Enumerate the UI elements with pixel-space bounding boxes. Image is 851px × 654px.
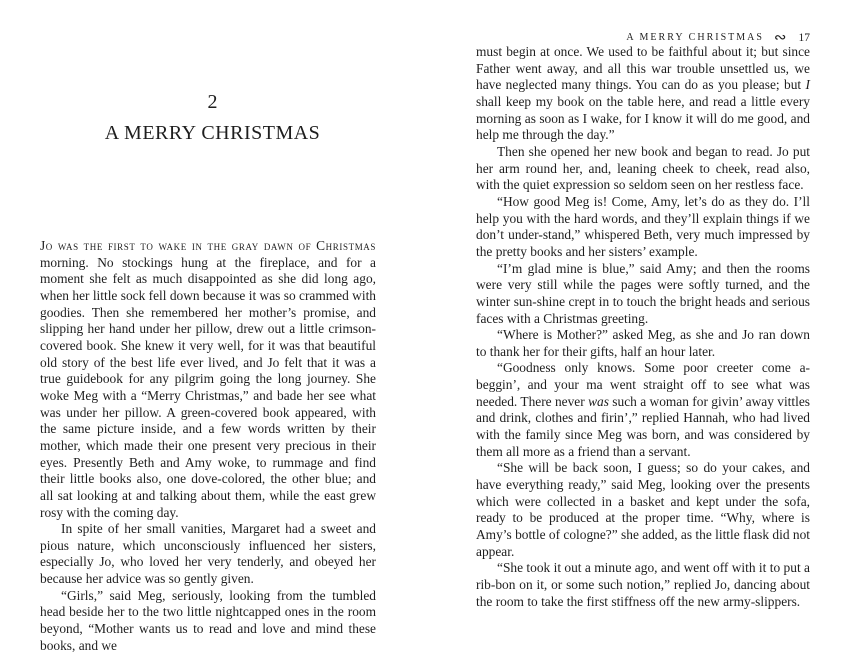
text-run: shall keep my book on the table here, and read a little every morning as soon as I wake, for I know it will do me good, and help me through the day.” bbox=[476, 93, 810, 143]
italic-run: was bbox=[588, 393, 609, 409]
paragraph: “She will be back soon, I guess; so do your cakes, and have everything ready,” said Meg, looking over the presents which were collected in a basket and kept under the sofa, ready to be produced at the proper time. “Why, where is Amy’s bottle of cologne?” she added, as the little flask did not appear. bbox=[476, 460, 810, 559]
paragraph: “Girls,” said Meg, seriously, looking from the tumbled head beside her to the two little nightcapped ones in the room beyond, “Mother wants us to read and love and mind these books, and we bbox=[40, 587, 376, 653]
paragraph-opening bbox=[40, 238, 376, 521]
opening-text: morning. No stockings hung at the fireplace, and for a moment she felt as much disappointed as she did long ago, when her little sock fell down because it was so crammed with goodies. Then she remembered her mother’s promise, and slipping her hand under her pillow, drew out a little crimson-covered book. She knew it very well, for it was that beautiful old story of the best life ever lived, and Jo felt that it was a true guidebook for any pilgrim going the long journey. She woke Meg with a “Merry Christmas,” and bade her see what was under her pillow. A green-covered book appeared, with the same picture inside, and a few words written by their mother, which made their one present very precious in their eyes. Presently Beth and Amy woke, to rummage and find their little books also, one dove-colored, the other blue; and all sat looking at and talking about them, while the east grew rosy with the coming day. bbox=[40, 254, 376, 520]
opening-smallcaps: Jo was the first to wake in the gray dawn of Christmas bbox=[40, 238, 376, 253]
paragraph: Then she opened her new book and began to read. Jo put her arm round her, and, leaning cheek to cheek, read also, with the quiet expression so seldom seen on her restless face. bbox=[476, 143, 810, 193]
right-page bbox=[425, 0, 851, 648]
running-head-title: A MERRY CHRISTMAS bbox=[626, 32, 764, 43]
paragraph bbox=[476, 360, 810, 460]
paragraph: “I’m glad mine is blue,” said Amy; and then the rooms were very still while the pages were softly turned, and the winter sun-shine crept in to touch the bright heads and serious faces with a Christmas greeting. bbox=[476, 260, 810, 326]
chapter-number: 2 bbox=[207, 91, 218, 113]
right-body-text bbox=[476, 44, 810, 610]
left-page bbox=[0, 0, 425, 653]
text-run: such a woman for givin’ away vittles and drink, clothes and firin’,” replied Hannah, who had lived with the family since Meg was born, and was considered by them all more as a friend than a servant. bbox=[476, 393, 810, 459]
italic-run: I bbox=[805, 77, 810, 93]
paragraph-continued bbox=[476, 44, 810, 144]
paragraph: “Where is Mother?” asked Meg, as she and Jo ran down to thank her for their gifts, half an hour later. bbox=[476, 327, 810, 359]
paragraph: In spite of her small vanities, Margaret had a sweet and pious nature, which unconsciously influenced her sisters, especially Jo, who loved her very tenderly, and obeyed her because her advice was so gently given. bbox=[40, 521, 376, 587]
text-run: must begin at once. We used to be faithful about it; but since Father went away, and all this war trouble unsettled us, we have neglected many things. You can do as you please; but bbox=[476, 44, 810, 93]
left-body-text bbox=[40, 238, 376, 654]
paragraph: “She took it out a minute ago, and went off with it to put a rib-bon on it, or some such notion,” replied Jo, dancing about the room to take the first stiffness off the new army-slippers. bbox=[476, 560, 810, 609]
page-number: 17 bbox=[798, 31, 810, 44]
text-run: “Goodness only knows. Some poor creeter come a-beggin’, and your ma went straight off to see what was needed. There never bbox=[476, 360, 810, 409]
paragraph: “How good Meg is! Come, Amy, let’s do as they do. I’ll help you with the hard words, and they’ll explain things if we don’t under-stand,” whispered Beth, very much impressed by the pretty books and her sisters’ example. bbox=[476, 193, 810, 259]
chapter-title: A MERRY CHRISTMAS bbox=[104, 122, 321, 144]
flourish-icon: ∾ bbox=[773, 30, 787, 46]
